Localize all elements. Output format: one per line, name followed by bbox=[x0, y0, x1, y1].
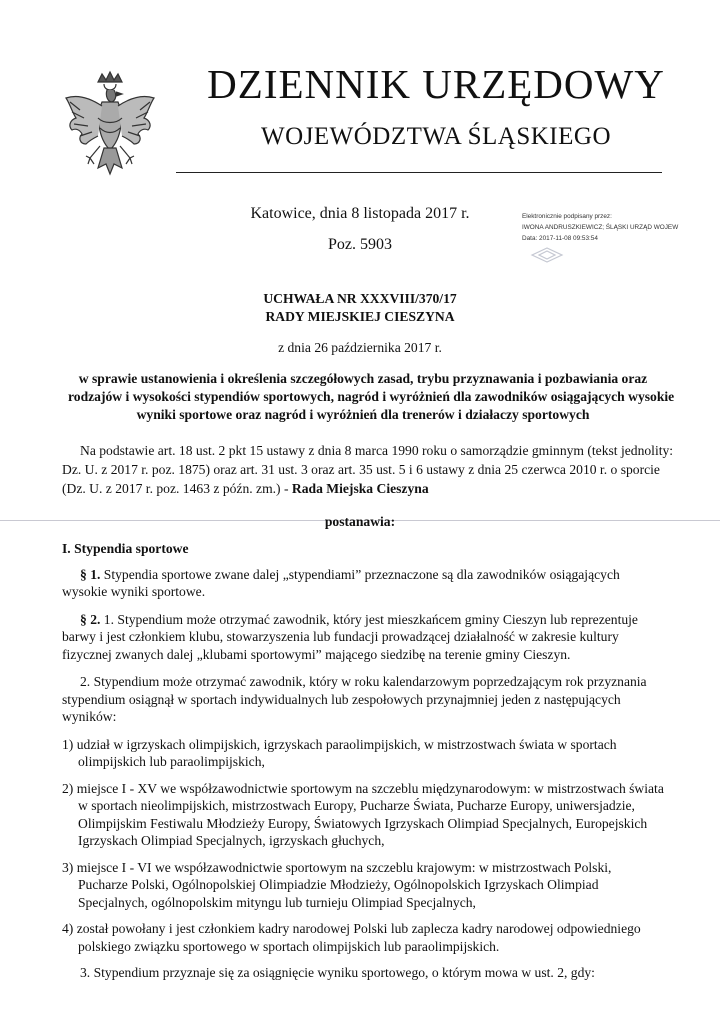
paragraph-line: 3. Stypendium przyznaje się za osiągnięcie wyniku sportowego, o którym mowa w ust. 2, gdy: bbox=[80, 965, 595, 980]
subject-line: wyniki sportowe oraz nagród i wyróżnień dla trenerów i działaczy sportowych bbox=[136, 407, 590, 422]
polish-eagle-emblem-icon bbox=[60, 68, 160, 190]
paragraph-line: wysokie wyniki sportowe. bbox=[62, 584, 206, 599]
journal-title: DZIENNIK URZĘDOWY bbox=[207, 61, 665, 107]
resolution-date: z dnia 26 października 2017 r. bbox=[278, 340, 442, 355]
position-number: Poz. 5903 bbox=[328, 236, 392, 253]
paragraph-line: stypendium osiągnął w sportach indywidualnych lub zespołowych przynajmniej jeden z następujących bbox=[62, 691, 621, 707]
list-item-line: Pucharze Polski, Ogólnopolskiej Olimpiadzie Młodzieży, Ogólnopolskich Igrzyskach Olimpiad bbox=[78, 877, 599, 892]
paragraph-mark: § 1. bbox=[80, 566, 101, 582]
paragraph-line: wyników: bbox=[62, 709, 117, 724]
legal-basis-line: Dz. U. z 2017 r. poz. 1875) oraz art. 31 ust. 3 oraz art. 35 ust. 5 i 6 ustawy z dnia 25 czerwca 2010 r. o sporcie bbox=[62, 462, 660, 477]
resolution-council: RADY MIEJSKIEJ CIESZYNA bbox=[265, 309, 455, 324]
paragraph-line: barwy i jest członkiem klubu, stowarzyszenia lub fundacji prowadzącej działalność w zakresie kultury bbox=[62, 629, 619, 644]
list-item-line: polskiego związku sportowego w sportach olimpijskich lub paraolimpijskich. bbox=[78, 938, 500, 954]
legal-basis-line: Na podstawie art. 18 ust. 2 pkt 15 ustawy z dnia 8 marca 1990 roku o samorządzie gminnym (tekst jednolity: bbox=[80, 443, 674, 458]
subject-line: w sprawie ustanowienia i określenia szczegółowych zasad, trybu przyznawania i pozbawiania oraz bbox=[78, 371, 648, 386]
list-item-line: olimpijskich lub paraolimpijskich, bbox=[78, 754, 265, 769]
list-item-line: 1) udział w igrzyskach olimpijskich, igrzyskach paraolimpijskich, w mistrzostwach świata w sportach bbox=[62, 736, 617, 752]
paragraph-text: Stypendia sportowe zwane dalej „stypendiami” przeznaczone są dla zawodników osiągających bbox=[103, 566, 620, 582]
paragraph-3 bbox=[62, 673, 662, 726]
electronic-signature bbox=[522, 211, 712, 244]
journal-subtitle: WOJEWÓDZTWA ŚLĄSKIEGO bbox=[260, 123, 612, 150]
resolution-number: UCHWAŁA NR XXXVIII/370/17 bbox=[263, 291, 457, 306]
signature-signer: IWONA ANDRUSZKIEWICZ; ŚLĄSKI URZĄD WOJEW bbox=[522, 224, 679, 231]
paragraph-4 bbox=[62, 964, 662, 982]
paragraph-line: 2. Stypendium może otrzymać zawodnik, który w roku kalendarzowym poprzedzającym rok przyznania bbox=[80, 674, 647, 689]
council-name: Rada Miejska Cieszyna bbox=[291, 481, 429, 496]
section-heading: I. Stypendia sportowe bbox=[62, 541, 189, 556]
paragraph-2 bbox=[62, 611, 662, 664]
paragraph-line: fizycznej zwanych dalej „klubami sportowymi” mającego siedzibę na terenie gminy Cieszyn. bbox=[62, 646, 571, 662]
list-item-line: 3) miejsce I - VI we współzawodnictwie sportowym na szczeblu krajowym: w mistrzostwach Polski, bbox=[62, 859, 612, 875]
signature-stamp-icon bbox=[530, 246, 564, 264]
paragraph-mark: § 2. bbox=[80, 611, 101, 627]
legal-basis-line bbox=[62, 479, 662, 498]
legal-basis bbox=[62, 441, 674, 498]
decides-heading: postanawia: bbox=[324, 514, 396, 529]
signature-date: Data: 2017-11-08 09:53:54 bbox=[522, 235, 598, 242]
list-item-line: 2) miejsce I - XV we współzawodnictwie sportowym na szczeblu międzynarodowym: w mistrzostwach świata bbox=[62, 780, 664, 796]
resolution-body bbox=[62, 540, 662, 992]
legal-basis-text: (Dz. U. z 2017 r. poz. 1463 z późn. zm.) - bbox=[62, 481, 289, 496]
list-item bbox=[62, 859, 662, 912]
list-item-line: Specjalnych, ogólnopolskim mityngu lub turnieju Olimpiad Specjalnych, bbox=[78, 894, 476, 910]
paragraph-line bbox=[62, 566, 662, 584]
header-divider bbox=[176, 172, 662, 173]
list-item-line: Igrzyskach Olimpiad Specjalnych, igrzyskach głuchych, bbox=[78, 833, 385, 848]
resolution-subject bbox=[68, 370, 675, 424]
list-item-line: Olimpijskim Festiwalu Młodzieży Europy, Światowych Igrzyskach Olimpiad Specjalnych, Europejskich bbox=[78, 815, 648, 831]
signature-line: Elektronicznie podpisany przez: bbox=[522, 213, 612, 220]
list-item-line: w sportach nieolimpijskich, mistrzostwach Europy, Pucharze Świata, Pucharze Europy, uniwersjadzie, bbox=[78, 798, 635, 813]
list-item bbox=[62, 780, 662, 850]
list-item bbox=[62, 736, 662, 771]
subject-line: rodzajów i wysokości stypendiów sportowych, nagród i wyróżnień dla zawodników osiągających wysokie bbox=[68, 389, 675, 404]
paragraph-text: 1. Stypendium może otrzymać zawodnik, który jest mieszkańcem gminy Cieszyn lub reprezentuje bbox=[103, 611, 638, 627]
place-and-date: Katowice, dnia 8 listopada 2017 r. bbox=[250, 205, 470, 222]
paragraph-1 bbox=[62, 566, 662, 601]
paragraph-line bbox=[62, 611, 662, 629]
list-item bbox=[62, 920, 662, 955]
list-item-line: 4) został powołany i jest członkiem kadry narodowej Polski lub zaplecza kadry narodowej odpowiedniego bbox=[62, 921, 641, 936]
